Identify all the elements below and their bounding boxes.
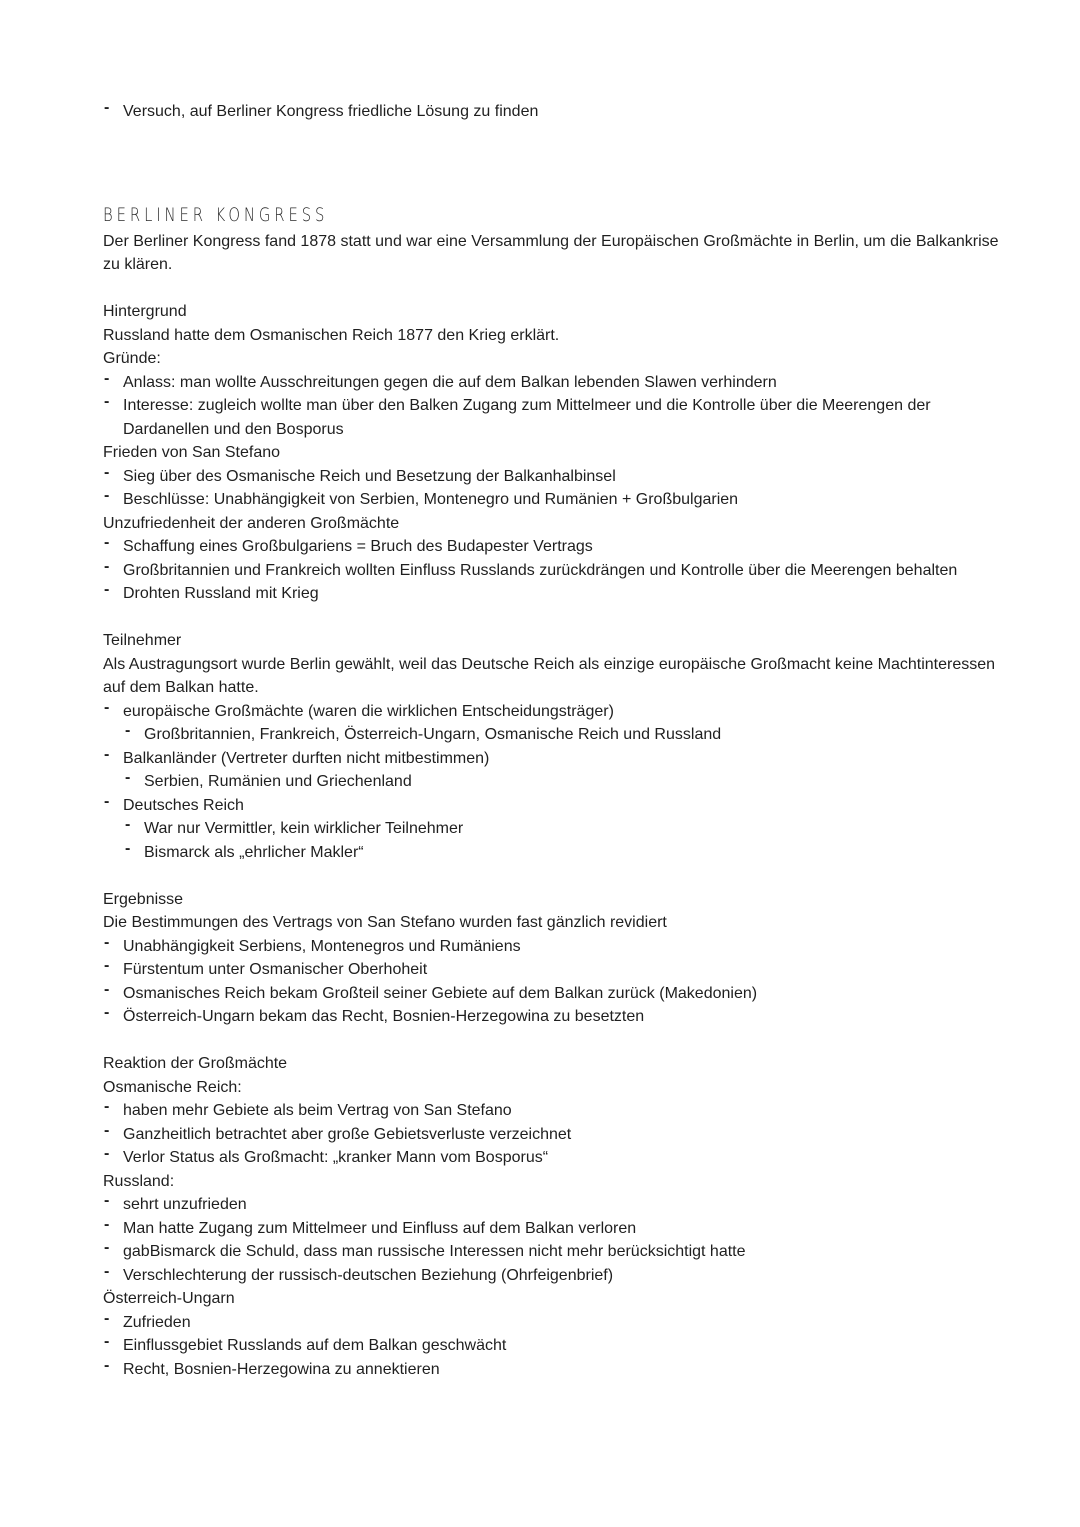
list-item: - gabBismarck die Schuld, dass man russische Interessen nicht mehr berücksichtigt hatte — [103, 1240, 1003, 1264]
paragraph: Russland hatte dem Osmanischen Reich 1877 den Krieg erklärt. — [103, 326, 560, 344]
list-item: - Fürstentum unter Osmanischer Oberhoheit — [103, 958, 1003, 982]
sub-list-item: - Serbien, Rumänien und Griechenland — [124, 770, 1003, 794]
list-item: - Recht, Bosnien-Herzegowina zu annektieren — [103, 1358, 1003, 1382]
list-item: - Versuch, auf Berliner Kongress friedliche Lösung zu finden — [103, 100, 1003, 124]
list-item: - Drohten Russland mit Krieg — [103, 582, 1003, 606]
list-item: - Verschlechterung der russisch-deutschen Beziehung (Ohrfeigenbrief) — [103, 1264, 1003, 1288]
list-label: Osmanische Reich: — [103, 1078, 242, 1096]
sub-list-item: - War nur Vermittler, kein wirklicher Teilnehmer — [124, 817, 1003, 841]
list-item: - Österreich-Ungarn bekam das Recht, Bosnien-Herzegowina zu besetzten — [103, 1005, 1003, 1029]
list-item: - Interesse: zugleich wollte man über den Balken Zugang zum Mittelmeer und die Kontrolle über die Meerengen der Dardanellen und den Bosporus — [103, 394, 1003, 441]
paragraph: Als Austragungsort wurde Berlin gewählt, weil das Deutsche Reich als einzige europäische Großmacht keine Machtinteressen auf dem Balkan hatte. — [103, 655, 996, 696]
list-item: - Beschlüsse: Unabhängigkeit von Serbien, Montenegro und Rumänien + Großbulgarien — [103, 488, 1003, 512]
list-item: - europäische Großmächte (waren die wirklichen Entscheidungsträger) — [103, 700, 1003, 724]
list-item: - Zufrieden — [103, 1311, 1003, 1335]
list-item: - Balkanländer (Vertreter durften nicht mitbestimmen) — [103, 747, 1003, 771]
sub-list-item: - Großbritannien, Frankreich, Österreich-Ungarn, Osmanische Reich und Russland — [124, 723, 1003, 747]
list-item: - Sieg über des Osmanische Reich und Besetzung der Balkanhalbinsel — [103, 465, 1003, 489]
list-item: - Ganzheitlich betrachtet aber große Gebietsverluste verzeichnet — [103, 1123, 1003, 1147]
list-item: - Verlor Status als Großmacht: „kranker Mann vom Bosporus“ — [103, 1146, 1003, 1170]
list-label: Gründe: — [103, 350, 161, 367]
subsection-title: Reaktion der Großmächte — [103, 1055, 288, 1072]
document-page — [103, 100, 1003, 1381]
subsection-title: Ergebnisse — [103, 890, 184, 908]
paragraph: Die Bestimmungen des Vertrags von San Stefano wurden fast gänzlich revidiert — [103, 914, 667, 931]
list-item: - Großbritannien und Frankreich wollten Einfluss Russlands zurückdrängen und Kontrolle über die Meerengen behalten — [103, 559, 1003, 583]
list-label: Unzufriedenheit der anderen Großmächte — [103, 514, 400, 532]
list-label: Österreich-Ungarn — [103, 1290, 235, 1307]
list-item: - sehrt unzufrieden — [103, 1193, 1003, 1217]
list-item: - Osmanisches Reich bekam Großteil seiner Gebiete auf dem Balkan zurück (Makedonien) — [103, 982, 1003, 1006]
section-heading: BERLINER KONGRESS — [103, 203, 329, 226]
list-label: Frieden von San Stefano — [103, 444, 281, 461]
intro-paragraph: Der Berliner Kongress fand 1878 statt und war eine Versammlung der Europäischen Großmächte in Berlin, um die Balkankrise zu klären. — [103, 232, 999, 273]
list-label: Russland: — [103, 1172, 175, 1190]
list-item: - haben mehr Gebiete als beim Vertrag von San Stefano — [103, 1099, 1003, 1123]
subsection-title: Hintergrund — [103, 303, 187, 320]
list-item: - Man hatte Zugang zum Mittelmeer und Einfluss auf dem Balkan verloren — [103, 1217, 1003, 1241]
subsection-title: Teilnehmer — [103, 632, 182, 649]
list-item: - Schaffung eines Großbulgariens = Bruch des Budapester Vertrags — [103, 535, 1003, 559]
list-item: - Anlass: man wollte Ausschreitungen gegen die auf dem Balkan lebenden Slawen verhindern — [103, 371, 1003, 395]
list-item: - Einflussgebiet Russlands auf dem Balkan geschwächt — [103, 1334, 1003, 1358]
list-item: - Deutsches Reich — [103, 794, 1003, 818]
sub-list-item: - Bismarck als „ehrlicher Makler“ — [124, 841, 1003, 865]
list-item: - Unabhängigkeit Serbiens, Montenegros und Rumäniens — [103, 935, 1003, 959]
